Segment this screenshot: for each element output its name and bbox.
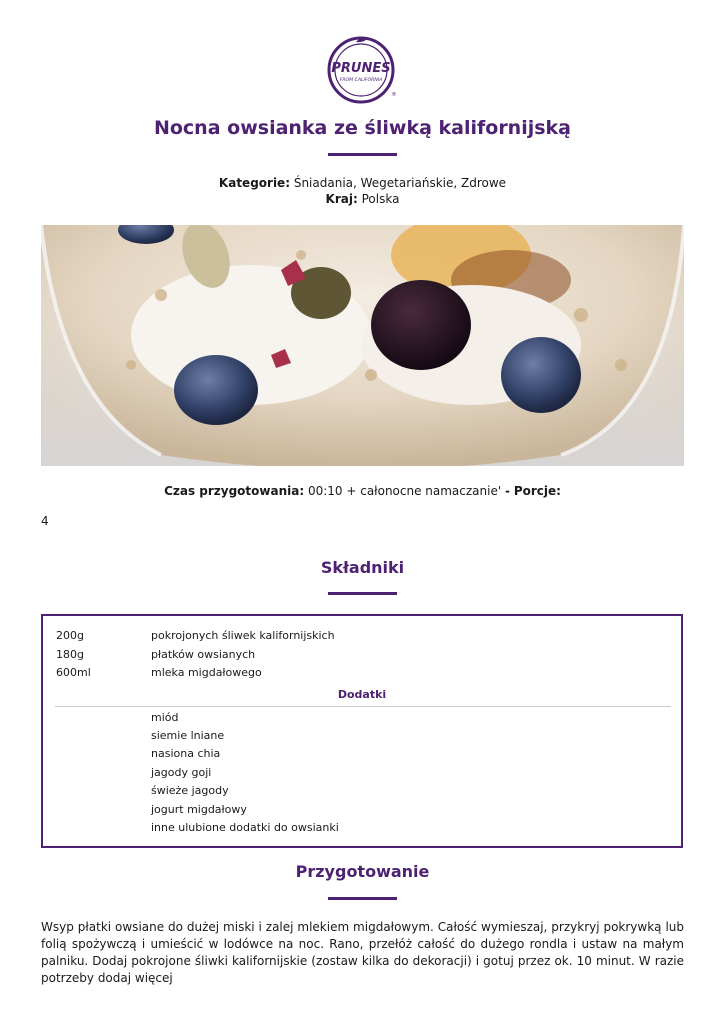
logo-text: PRUNES <box>331 61 391 76</box>
extra-item: jagody goji <box>151 766 212 779</box>
recipe-photo <box>41 225 684 466</box>
preparation-divider <box>328 897 397 900</box>
country-line <box>0 192 725 206</box>
servings-label: Porcje: <box>513 484 561 498</box>
servings-value: 4 <box>41 514 49 528</box>
country-value: Polska <box>361 192 400 206</box>
preparation-text: Wsyp płatki owsiane do dużej miski i zalej mlekiem migdałowym. Całość wymieszaj, przykryj pokrywką lub folią spożywczą i umieścić w lodówce na noc. Rano, przełóż całość do dużego rondla i ustaw na małym palniku. Dodaj pokrojone śliwki kalifornijskie (zostaw kilka do dekoracji) i gotuj przez ok. 10 minut. W razie potrzeby dodaj więcej <box>41 920 684 985</box>
country-label: Kraj: <box>325 192 358 206</box>
ingredient-name: płatków owsianych <box>151 648 256 661</box>
category-line <box>0 176 725 190</box>
logo-subtext: FROM CALIFORNIA <box>339 78 383 83</box>
extra-item: inne ulubione dodatki do owsianki <box>151 821 339 834</box>
ingredients-divider <box>328 592 397 595</box>
ingredient-name: mleka migdałowego <box>151 666 262 679</box>
ingredient-qty: 600ml <box>56 666 91 679</box>
extra-item: jogurt migdałowy <box>151 803 247 816</box>
preparation-heading: Przygotowanie <box>295 862 430 881</box>
ingredients-heading: Składniki <box>320 558 405 577</box>
prep-time-label: Czas przygotowania: <box>164 484 305 498</box>
prep-time-value: 00:10 + całonocne namaczanie' <box>307 484 502 498</box>
ingredients-box <box>41 614 683 848</box>
ingredient-name: pokrojonych śliwek kalifornijskich <box>151 629 335 642</box>
title-divider <box>328 153 397 156</box>
category-value: Śniadania, Wegetariańskie, Zdrowe <box>293 176 507 190</box>
extras-separator <box>55 706 671 707</box>
extra-item: miód <box>151 711 179 724</box>
brand-logo <box>326 34 398 106</box>
extra-item: siemie lniane <box>151 729 225 742</box>
registered-mark: ® <box>391 92 397 98</box>
extras-title: Dodatki <box>337 688 387 701</box>
recipe-title: Nocna owsianka ze śliwką kalifornijską <box>153 117 572 139</box>
ingredient-qty: 200g <box>56 629 84 642</box>
prep-time-line <box>0 484 725 498</box>
extra-item: świeże jagody <box>151 784 229 797</box>
prep-separator: - <box>505 484 510 498</box>
category-label: Kategorie: <box>218 176 290 190</box>
extra-item: nasiona chia <box>151 747 221 760</box>
ingredient-qty: 180g <box>56 648 84 661</box>
